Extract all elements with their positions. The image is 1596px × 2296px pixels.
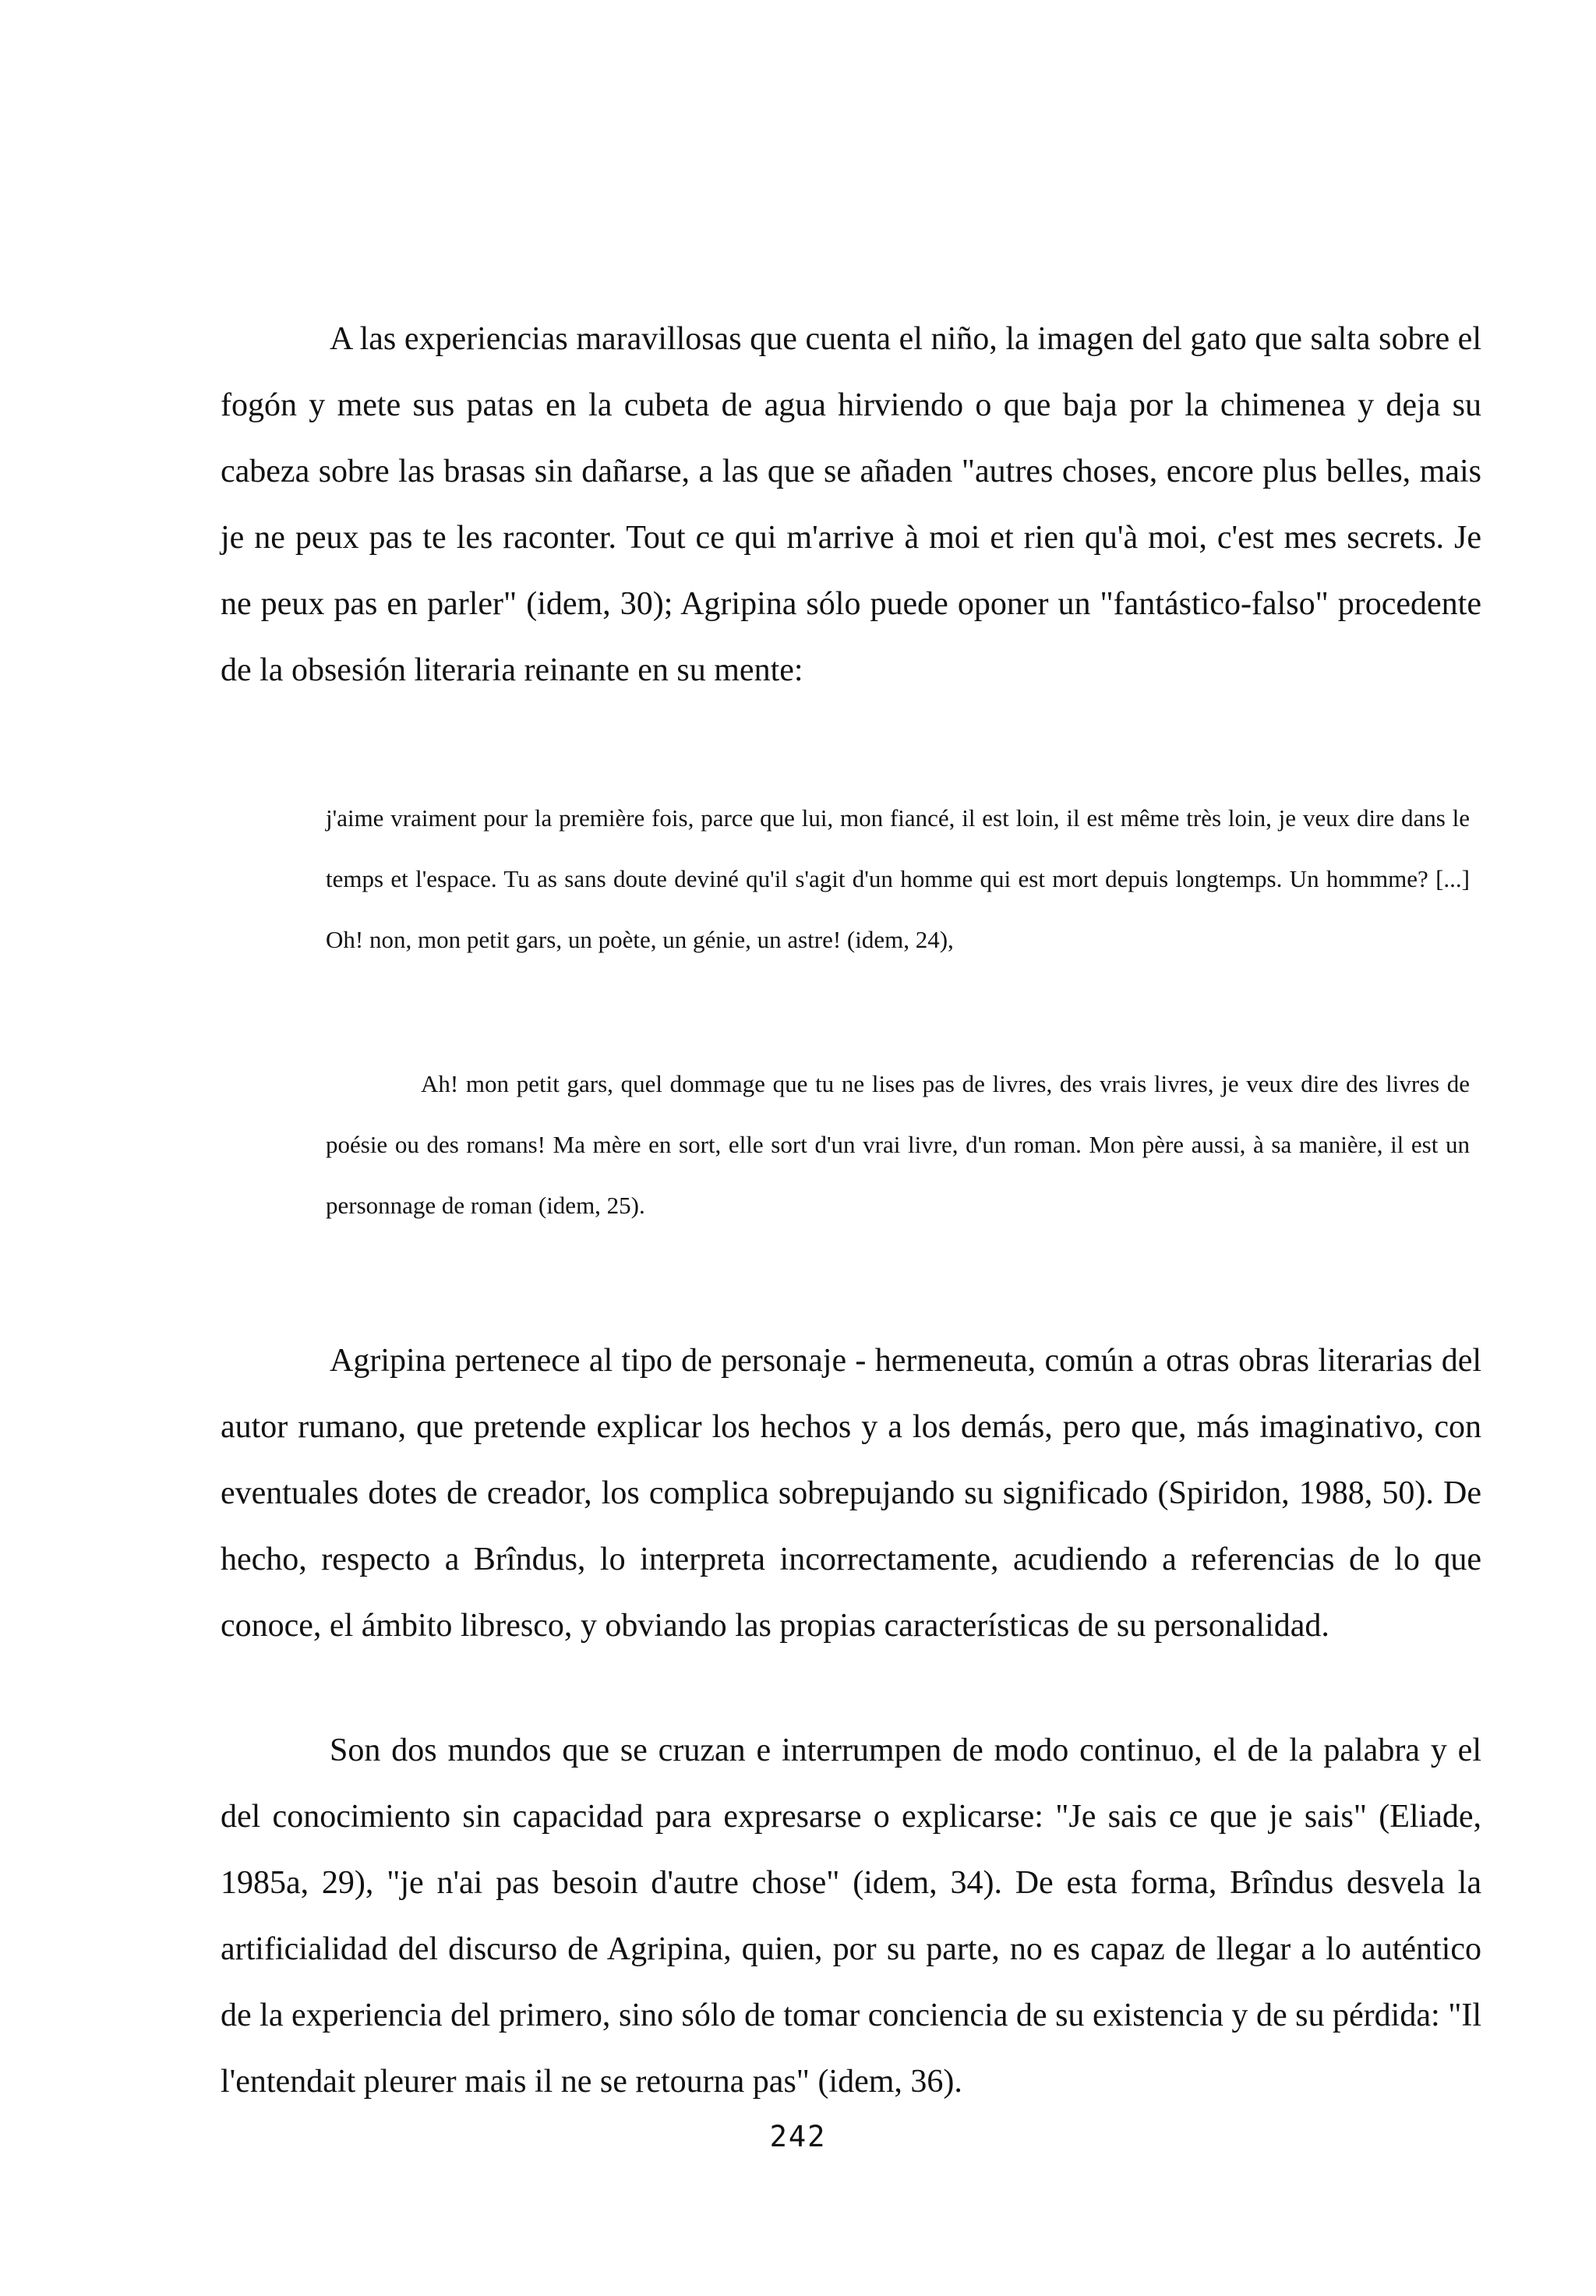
body-paragraph-3: Son dos mundos que se cruzan e interrumpen de modo continuo, el de la palabra y el del conocimiento sin capacidad para expresarse o explicarse: "Je sais ce que je sais" (Eliade, 1985a, 29), "je n'ai pas besoin d'autre chose" (idem, 34). De esta forma, Brîndus desvela la artificialidad del discurso de Agripina, quien, por su parte, no es capaz de llegar a lo auténtico de la experiencia del primero, sino sólo de tomar conciencia de su existencia y de su pérdida: "Il l'entendait pleurer mais il ne se retourna pas" (idem, 36).	[221, 1733, 1481, 2100]
block-quote-2: Ah! mon petit gars, quel dommage que tu ne lises pas de livres, des vrais livres, je veux dire des livres de poésie ou des romans! Ma mère en sort, elle sort d'un vrai livre, d'un roman. Mon père aussi, à sa manière, il est un personnage de roman (idem, 25).	[326, 1070, 1470, 1219]
page-number: 242	[769, 2120, 827, 2153]
body-paragraph-1: A las experiencias maravillosas que cuenta el niño, la imagen del gato que salta sobre el fogón y mete sus patas en la cubeta de agua hirviendo o que baja por la chimenea y deja su cabeza sobre las brasas sin dañarse, a las que se añaden "autres choses, encore plus belles, mais je ne peux pas te les raconter. Tout ce qui m'arrive à moi et rien qu'à moi, c'est mes secrets. Je ne peux pas en parler" (idem, 30); Agripina sólo puede oponer un "fantástico-falso" procedente de la obsesión literaria reinante en su mente:	[221, 321, 1481, 688]
body-paragraph-2: Agripina pertenece al tipo de personaje - hermeneuta, común a otras obras literarias del autor rumano, que pretende explicar los hechos y a los demás, pero que, más imaginativo, con eventuales dotes de creador, los complica sobrepujando su significado (Spiridon, 1988, 50). De hecho, respecto a Brîndus, lo interpreta incorrectamente, acudiendo a referencias de lo que conoce, el ámbito libresco, y obviando las propias características de su personalidad.	[221, 1343, 1481, 1644]
block-quote-1: j'aime vraiment pour la première fois, parce que lui, mon fiancé, il est loin, il est même très loin, je veux dire dans le temps et l'espace. Tu as sans doute deviné qu'il s'agit d'un homme qui est mort depuis longtemps. Un hommme? [...] Oh! non, mon petit gars, un poète, un génie, un astre! (idem, 24),	[326, 804, 1470, 953]
